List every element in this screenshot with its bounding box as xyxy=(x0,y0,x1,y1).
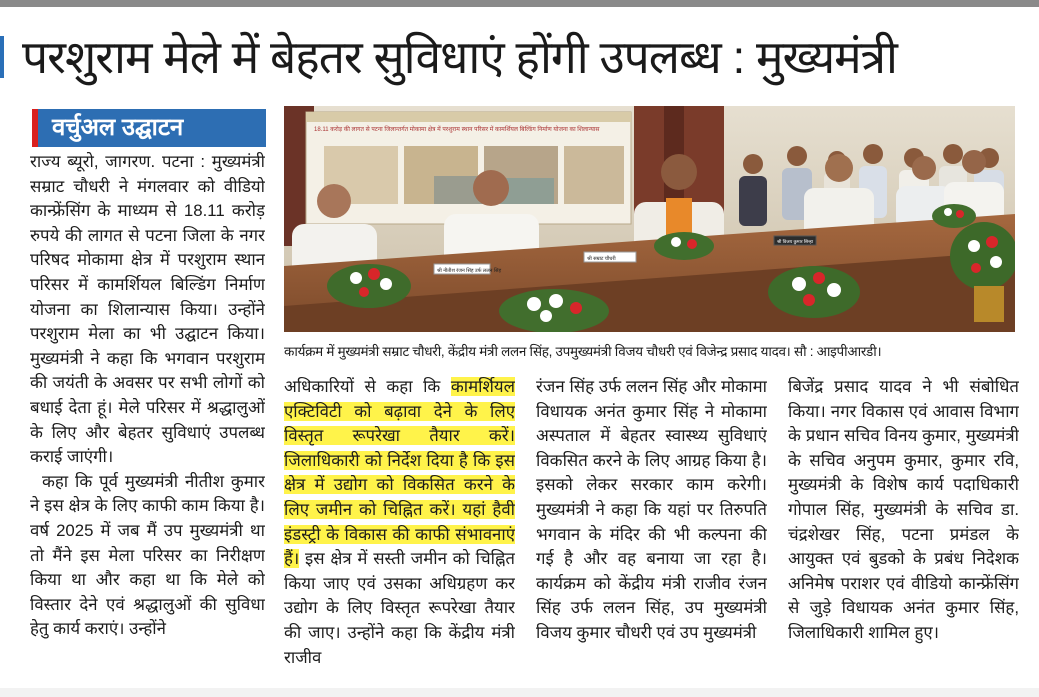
article-paragraph xyxy=(284,375,515,670)
section-label-text: वर्चुअल उद्घाटन xyxy=(52,114,184,141)
highlighted-text: जिलाधिकारी को निर्देश दिया है कि इस क्षेत्र में उद्योग को विकसित करने के लिए जमीन को चिह्नित करें। यहां हैवी इंडस्ट्री के विकास की काफी संभावनाएं हैं। xyxy=(284,450,515,569)
headline: परशुराम मेले में बेहतर सुविधाएं होंगी उपलब्ध : मुख्यमंत्री xyxy=(22,31,897,83)
article-paragraph: बिजेंद्र प्रसाद यादव ने भी संबोधित किया। नगर विकास एवं आवास विभाग के प्रधान सचिव विनय कुमार, मुख्यमंत्री के सचिव अनुपम कुमार, कुमार रवि, मुख्यमंत्री के विशेष कार्य पदाधिकारी गोपाल सिंह, मुख्यमंत्री के सचिव डा. चंद्रशेखर सिंह, पटना प्रमंडल के आयुक्त एवं बुडको के प्रबंध निदेशक अनिमेष पराशर एवं वीडियो कान्फ्रेंसिंग से जुड़े विधायक अनंत कुमार सिंह, जिलाधिकारी शामिल हुए। xyxy=(788,377,1019,642)
section-label xyxy=(32,109,266,147)
article-column-4 xyxy=(788,375,1019,673)
article-column-1 xyxy=(30,150,265,670)
article-paragraph: राज्य ब्यूरो, जागरण. पटना : मुख्यमंत्री सम्राट चौधरी ने मंगलवार को वीडियो कान्फ्रेंसिंग के माध्यम से 18.11 करोड़ रुपये की लागत से पटना जिला के नगर परिषद मोकामा क्षेत्र में परशुराम स्थान परिसर में कामर्शियल बिल्डिंग निर्माण योजना का शिलान्यास किया। उन्होंने परशुराम मेला का भी उद्घाटन किया। मुख्यमंत्री ने कहा कि भगवान परशुराम की जयंती के अवसर पर सभी लोगों को बधाई देता हूं। मेले परिसर में श्रद्धालुओं के लिए और बेहतर सुविधाएं उपलब्ध कराई जाएंगी। xyxy=(30,152,265,467)
event-photo-illustration xyxy=(284,106,1015,332)
photo-caption: कार्यक्रम में मुख्यमंत्री सम्राट चौधरी, केंद्रीय मंत्री ललन सिंह, उपमुख्यमंत्री विजय चौधरी एवं विजेन्द्र प्रसाद यादव। सौ : आइपीआरडी। xyxy=(284,344,882,359)
event-photo xyxy=(284,106,1015,332)
nameplate-1: श्री नीतीश रंजन सिंह उर्फ ललन सिंह xyxy=(437,268,502,274)
nameplate-3: श्री विजय कुमार सिन्हा xyxy=(777,239,813,244)
article-paragraph: कहा कि पूर्व मुख्यमंत्री नीतीश कुमार ने इस क्षेत्र के लिए काफी काम किया है। वर्ष 2025 में जब मैं उप मुख्यमंत्री था तो मैंने इस मेला परिसर का निरीक्षण किया था और कहा था कि मेले को विस्तार देने एवं श्रद्धालुओं की सुविधा हेतु कार्य कराएं। उन्होंने xyxy=(30,471,265,639)
bottom-edge xyxy=(0,688,1039,697)
highlighted-text: कामर्शियल एक्टिविटी को बढ़ावा देने के लिए विस्तृत रूपरेखा तैयार करें। xyxy=(284,377,515,446)
article-paragraph: रंजन सिंह उर्फ ललन सिंह और मोकामा विधायक अनंत कुमार सिंह ने मोकामा अस्पताल में बेहतर स्वास्थ्य सुविधाएं विकसित करने के लिए आग्रह किया है। इसको लेकर सरकार काम करेगी। मुख्यमंत्री ने कहा कि यहां पर तिरुपति भगवान के मंदिर की भी कल्पना की गई है और वह बनाया जा रहा है। कार्यक्रम को केंद्रीय मंत्री राजीव रंजन सिंह उर्फ ललन सिंह, उप मुख्यमंत्री विजय कुमार चौधरी एवं उप मुख्यमंत्री xyxy=(536,377,767,642)
article-text: इस क्षेत्र में सस्ती जमीन को चिह्नित किया जाए एवं उसका अधिग्रहण कर उद्योग के लिए विस्तृत रूपरेखा तैयार की जाए। उन्होंने कहा कि केंद्रीय मंत्री राजीव xyxy=(284,549,515,667)
top-rule xyxy=(0,0,1039,7)
article-text: अधिकारियों से कहा कि xyxy=(284,377,451,396)
headline-marker xyxy=(0,36,4,78)
article-column-3 xyxy=(536,375,767,673)
banner-text: 18.11 करोड़ की लागत से पटना जिलान्तर्गत मोकामा क्षेत्र में परशुराम स्थान परिसर में कामर्शियल बिल्डिंग निर्माण योजना का शिलान्यास xyxy=(314,127,600,133)
event-banner xyxy=(306,112,631,224)
article-column-2 xyxy=(284,375,515,673)
nameplate-2: श्री सम्राट चौधरी xyxy=(587,256,616,262)
